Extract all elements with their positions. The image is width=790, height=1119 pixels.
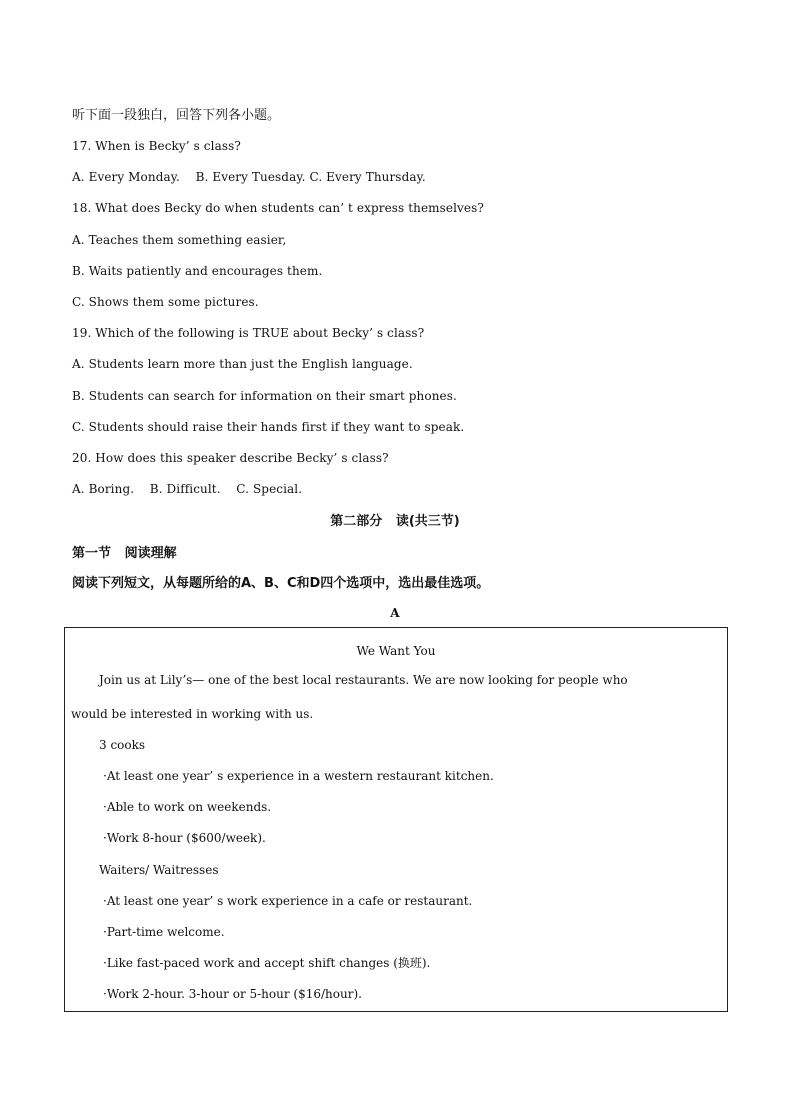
question-18-option-c: C. Shows them some pictures. bbox=[72, 295, 259, 309]
waiters-heading: Waiters/ Waitresses bbox=[99, 863, 219, 877]
listening-intro: 听下面一段独白，回答下列各小题。 bbox=[72, 108, 281, 123]
cooks-requirement-3: ·Work 8-hour ($600/week). bbox=[103, 831, 266, 845]
reading-instruction: 阅读下列短文，从每题所给的A、B、C和D四个选项中，选出最佳选项。 bbox=[72, 576, 490, 591]
question-19-option-c: C. Students should raise their hands first if they want to speak. bbox=[72, 420, 465, 434]
cooks-requirement-1: ·At least one year’ s experience in a western restaurant kitchen. bbox=[103, 769, 494, 783]
question-20-options: A. Boring. B. Difficult. C. Special. bbox=[72, 482, 303, 496]
question-17-options: A. Every Monday. B. Every Tuesday. C. Every Thursday. bbox=[72, 170, 426, 184]
question-19-option-b: B. Students can search for information on their smart phones. bbox=[72, 389, 457, 403]
question-19: 19. Which of the following is TRUE about Becky’ s class? bbox=[72, 326, 425, 340]
question-20: 20. How does this speaker describe Becky’ s class? bbox=[72, 451, 389, 465]
question-19-option-a: A. Students learn more than just the English language. bbox=[72, 357, 413, 371]
waiters-requirement-1: ·At least one year’ s work experience in a cafe or restaurant. bbox=[103, 894, 473, 908]
waiters-requirement-3: ·Like fast-paced work and accept shift changes (换班). bbox=[103, 956, 431, 970]
job-ad-box bbox=[64, 627, 728, 1012]
part-two-title: 第二部分 读(共三节) bbox=[330, 514, 460, 529]
section-one-heading: 第一节 阅读理解 bbox=[72, 546, 177, 561]
question-18-option-b: B. Waits patiently and encourages them. bbox=[72, 264, 323, 278]
ad-intro-line-1: Join us at Lily’s— one of the best local restaurants. We are now looking for people who bbox=[99, 673, 628, 687]
ad-intro-line-2: would be interested in working with us. bbox=[71, 707, 314, 721]
passage-label: A bbox=[390, 606, 400, 620]
question-18-option-a: A. Teaches them something easier, bbox=[72, 233, 287, 247]
cooks-requirement-2: ·Able to work on weekends. bbox=[103, 800, 272, 814]
cooks-heading: 3 cooks bbox=[99, 738, 146, 752]
waiters-requirement-4: ·Work 2-hour. 3-hour or 5-hour ($16/hour). bbox=[103, 987, 362, 1001]
question-17: 17. When is Becky’ s class? bbox=[72, 139, 241, 153]
waiters-requirement-2: ·Part-time welcome. bbox=[103, 925, 225, 939]
ad-title: We Want You bbox=[356, 644, 436, 658]
question-18: 18. What does Becky do when students can’ t express themselves? bbox=[72, 201, 484, 215]
